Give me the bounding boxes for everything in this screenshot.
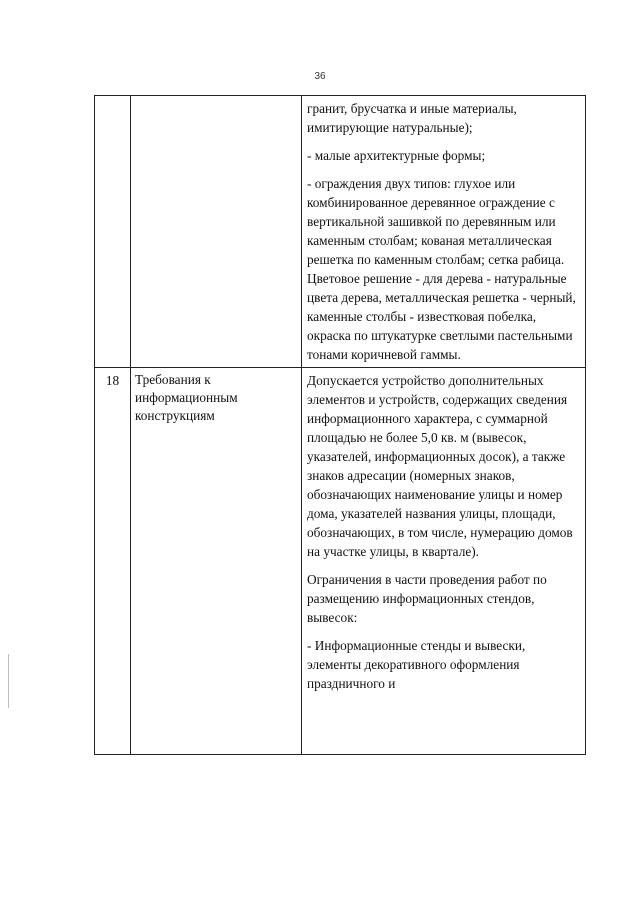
description-paragraph: - Информационные стенды и вывески, элементы декоративного оформления праздничного и <box>307 638 526 691</box>
requirement-name-cell: Требования к информационным конструкциям <box>131 368 302 755</box>
description-paragraph: Допускается устройство дополнительных элементов и устройств, содержащих сведения информационного характера, с суммарной площадью не более 5,0 кв. м (вывесок, указателей, информационных досок), а также знаков адресации (номерных знаков, обозначающих наименование улицы и номер дома, указателей названия улицы, площади, обозначающих, в том числе, нумерацию домов на участке улицы, в квартале). <box>307 373 573 559</box>
requirement-name-cell <box>131 96 302 368</box>
description-paragraph: гранит, брусчатка и иные материалы, имитирующие натуральные); <box>307 101 517 135</box>
requirements-table <box>94 95 586 755</box>
requirement-description-cell <box>302 368 586 755</box>
table-row-18 <box>95 368 586 755</box>
description-paragraph: Ограничения в части проведения работ по размещению информационных стендов, вывесок: <box>307 572 547 625</box>
requirement-description-cell <box>302 96 586 368</box>
description-paragraph: - ограждения двух типов: глухое или комбинированное деревянное ограждение с вертикальной зашивкой по деревянным или каменным столбам; кованая металлическая решетка по каменным столбам; сетка рабица. Цветовое решение - для дерева - натуральные цвета дерева, металлическая решетка - черный, каменные столбы - известковая побелка, окраска по штукатурке светлыми пастельными тонами коричневой гаммы. <box>307 176 576 362</box>
page-number: 36 <box>314 71 326 82</box>
scan-margin-mark <box>8 654 9 708</box>
row-number-cell <box>95 96 131 368</box>
row-number-cell: 18 <box>95 368 131 755</box>
table-row-continued <box>95 96 586 368</box>
description-paragraph: - малые архитектурные формы; <box>307 148 486 163</box>
